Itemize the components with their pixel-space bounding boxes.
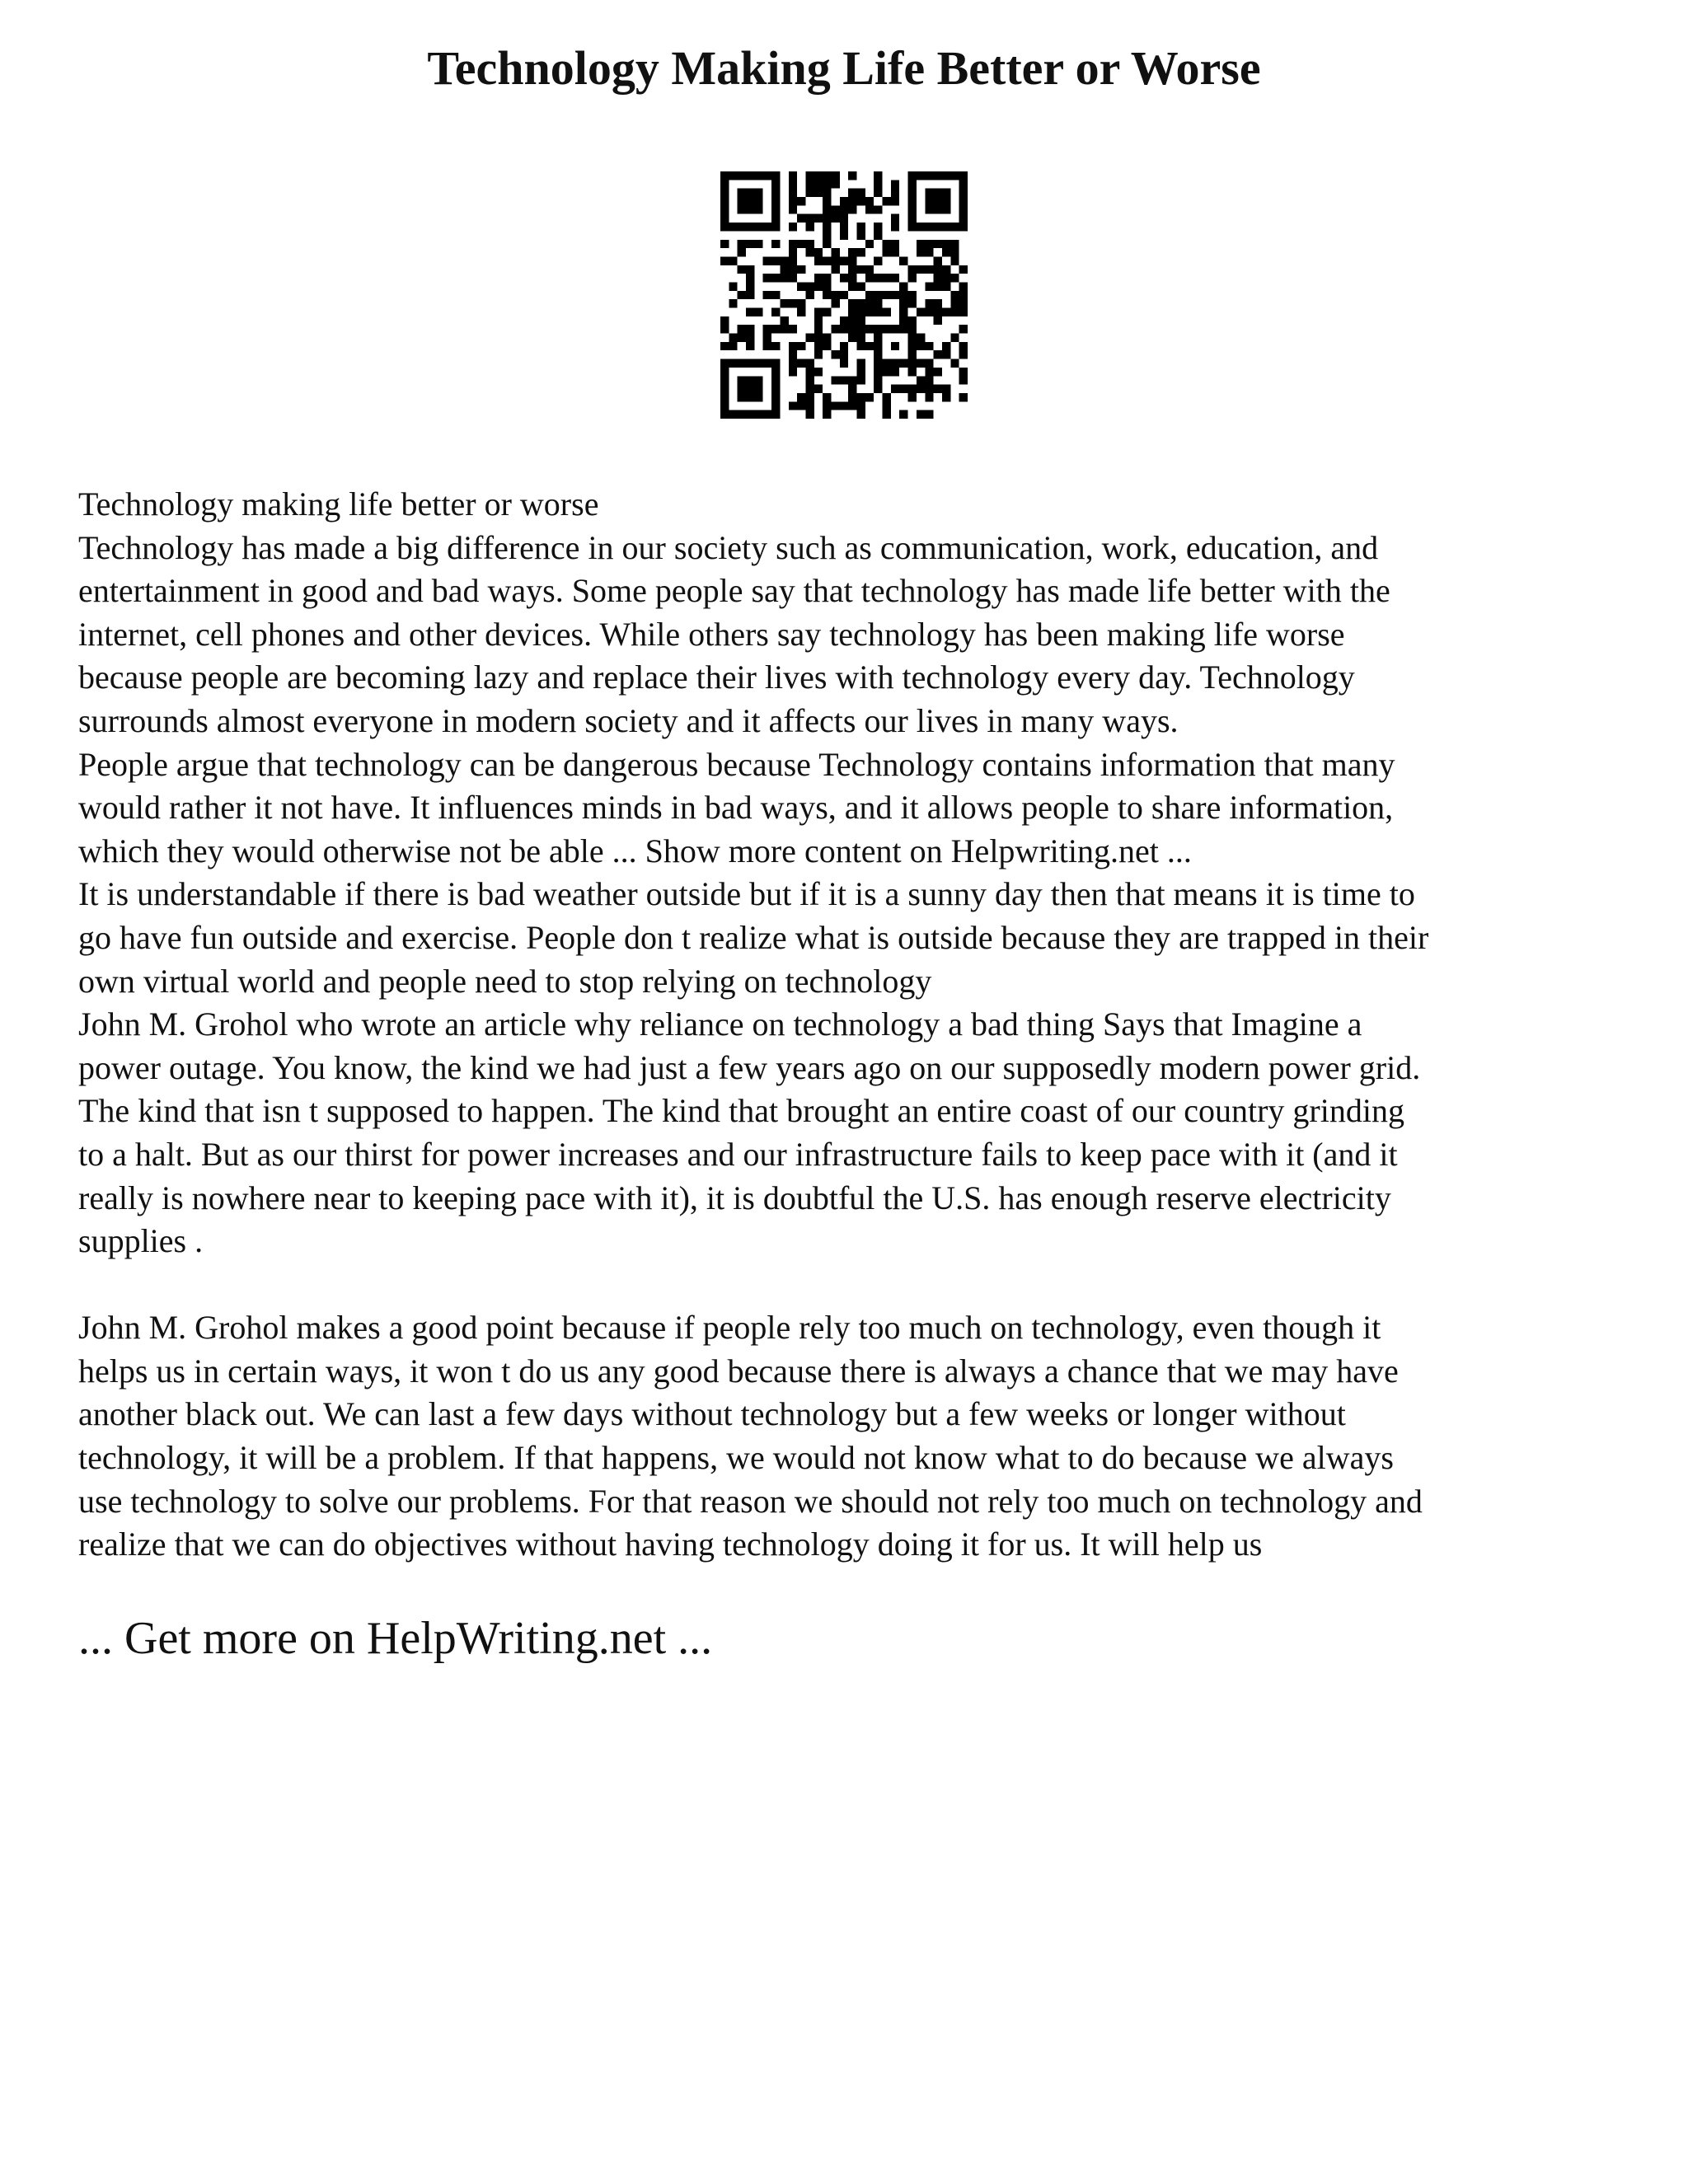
text-line: surrounds almost everyone in modern society and it affects our lives in many ways. [78,701,1179,739]
paragraph [78,743,1628,874]
text-line: John M. Grohol who wrote an article why reliance on technology a bad thing Says that Imagine a [78,1005,1362,1043]
text-line: technology, it will be a problem. If that happens, we would not know what to do because we always [78,1439,1394,1477]
text-line: use technology to solve our problems. For that reason we should not rely too much on technology and [78,1482,1423,1520]
text-line: which they would otherwise not be able ... Show more content on Helpwriting.net ... [78,832,1192,869]
article-heading-line [78,483,1628,527]
paragraph [78,873,1628,1003]
text-line: because people are becoming lazy and replace their lives with technology every day. Technology [78,658,1355,696]
text-line: People argue that technology can be dangerous because Technology contains information that many [78,745,1395,783]
qr-code-icon [720,171,968,419]
text-line: supplies . [78,1222,204,1260]
text-line: go have fun outside and exercise. People don t realize what is outside because they are trapped in their [78,918,1429,956]
paragraph [78,1306,1628,1567]
text-line: really is nowhere near to keeping pace with it), it is doubtful the U.S. has enough reserve electricity [78,1179,1391,1216]
text-line: power outage. You know, the kind we had just a few years ago on our supposedly modern power grid. [78,1048,1421,1086]
text-line: another black out. We can last a few days without technology but a few weeks or longer without [78,1395,1346,1433]
text-line: It is understandable if there is bad weather outside but if it is a sunny day then that means it is time to [78,875,1415,913]
paragraph [78,527,1628,743]
text-line: John M. Grohol makes a good point because if people rely too much on technology, even though it [78,1309,1381,1347]
paragraph [78,1003,1628,1263]
text-line: own virtual world and people need to stop relying on technology [78,962,932,1000]
text-line: helps us in certain ways, it won t do us any good because there is always a chance that we may have [78,1352,1399,1390]
get-more-link[interactable]: ... Get more on HelpWriting.net ... [78,1613,713,1664]
text-line: The kind that isn t supposed to happen. The kind that brought an entire coast of our country grinding [78,1092,1404,1130]
text-line: would rather it not have. It influences minds in bad ways, and it allows people to share information, [78,789,1394,827]
text-line: internet, cell phones and other devices. While others say technology has been making life worse [78,615,1345,653]
text-line: to a halt. But as our thirst for power increases and our infrastructure fails to keep pace with it (and it [78,1135,1398,1173]
page-title: Technology Making Life Better or Worse [427,41,1261,95]
text-line: realize that we can do objectives without having technology doing it for us. It will help us [78,1526,1263,1563]
text-line: Technology has made a big difference in our society such as communication, work, education, and [78,528,1379,566]
text-line: Technology making life better or worse [78,485,599,523]
article-body [78,483,1628,1567]
paragraph-gap [78,1263,1628,1307]
text-line: entertainment in good and bad ways. Some people say that technology has made life better with the [78,572,1390,610]
